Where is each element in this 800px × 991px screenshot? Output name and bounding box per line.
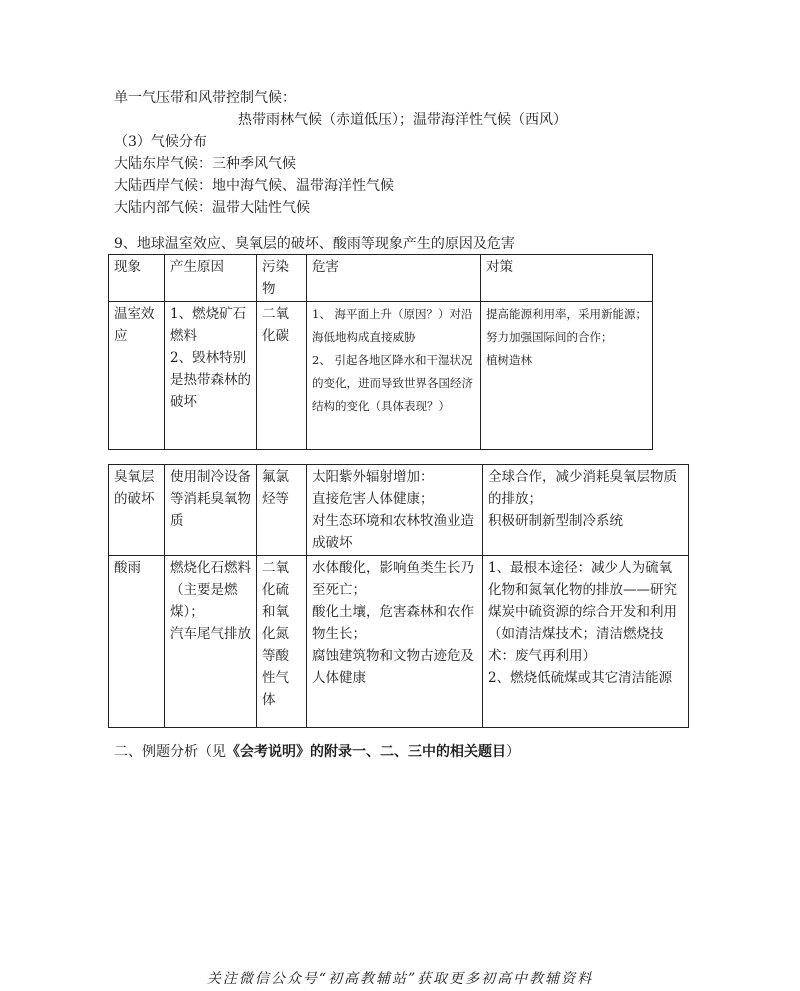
header-measure: 对策 [481, 255, 653, 302]
cell-pollutant [257, 556, 307, 728]
harm-item-2-number: 2、 [312, 353, 331, 367]
table-row [109, 302, 653, 450]
phenomenon-text: 酸雨 [114, 560, 141, 576]
pollutant-text: 二氧化碳 [262, 306, 289, 344]
cell-measure [483, 465, 689, 556]
text-line-single-pressure-belt: 单一气压带和风带控制气候： [114, 90, 296, 106]
cell-pollutant [257, 465, 307, 556]
section-2-suffix: ） [506, 744, 520, 760]
cell-measure [483, 556, 689, 728]
cause-text: 使用制冷设备等消耗臭氧物质 [170, 469, 251, 529]
harm-line-1: 太阳紫外辐射增加： [312, 469, 434, 485]
pollutant-text: 二氧化硫和氧化氮等酸性气体 [262, 560, 289, 708]
footer-promo: 关注微信公众号“初高教辅站”获取更多初高中教辅资料 [206, 971, 594, 987]
measure-line-3: 植树造林 [486, 353, 532, 367]
table-ozone-acid-rain [108, 464, 689, 728]
phenomenon-text: 温室效应 [114, 306, 155, 344]
text-line-east-coast: 大陆东岸气候：三种季风气候 [114, 156, 296, 172]
harm-item-2-text: 引起各地区降水和干湿状况的变化，进而导致世界各国经济结构的变化（具体表现？） [312, 353, 473, 413]
measure-item-1-number: 1、 [488, 560, 511, 576]
section-9-title: 9、地球温室效应、臭氧层的破坏、酸雨等现象产生的原因及危害 [114, 236, 515, 252]
table-row [109, 465, 689, 556]
cause-item-1-number: 1、 [170, 306, 193, 322]
pollutant-text: 氟氯烃等 [262, 469, 289, 507]
cause-item-2-number: 2、 [170, 350, 193, 366]
cause-item-1-text: 燃烧矿石燃料 [170, 306, 247, 344]
harm-line-3: 对生态环境和农林牧渔业造成破坏 [312, 513, 474, 551]
cell-phenomenon [109, 556, 165, 728]
cause-item-2-text: 毁林特别是热带森林的破坏 [170, 350, 251, 410]
text-line-west-coast: 大陆西岸气候：地中海气候、温带海洋性气候 [114, 178, 394, 194]
measure-line-2: 积极研制新型制冷系统 [488, 513, 623, 529]
cause-line-1: 燃烧化石燃料（主要是燃煤）； [170, 560, 251, 620]
cell-phenomenon [109, 302, 165, 450]
text-line-tropical-rainforest: 热带雨林气候（赤道低压）；温带海洋性气候（西风） [238, 112, 567, 128]
measure-line-1: 提高能源利用率，采用新能源； [486, 307, 647, 321]
harm-line-3: 腐蚀建筑物和文物古迹危及人体健康 [312, 648, 474, 686]
cell-harm [307, 556, 483, 728]
cause-item-2 [170, 347, 251, 413]
cell-measure [481, 302, 653, 450]
text-line-climate-distribution: （3）气候分布 [114, 134, 207, 150]
table-greenhouse [108, 254, 653, 450]
section-2-example-analysis [114, 742, 520, 762]
cause-line-2: 汽车尾气排放 [170, 626, 251, 642]
cell-harm [307, 302, 481, 450]
table-row [109, 556, 689, 728]
harm-line-2: 直接危害人体健康； [312, 491, 434, 507]
harm-line-2: 酸化土壤，危害森林和农作物生长； [312, 604, 474, 642]
cell-cause [165, 556, 257, 728]
cell-cause [165, 302, 257, 450]
header-harm: 危害 [307, 255, 481, 302]
header-pollutant: 污染物 [257, 255, 307, 302]
measure-item-1-text: 最根本途径：减少人为硫氧化物和氮氧化物的排放——研究煤炭中硫资源的综合开发和利用（如清洁煤技术；清洁燃烧技术：废气再利用） [488, 560, 677, 664]
cell-pollutant [257, 302, 307, 450]
measure-line-1: 全球合作，减少消耗臭氧层物质的排放； [488, 469, 677, 507]
measure-line-2: 努力加强国际间的合作； [486, 330, 613, 344]
section-2-prefix: 二、例题分析（见 [114, 744, 226, 760]
table-header-row [109, 255, 653, 302]
cell-phenomenon [109, 465, 165, 556]
measure-item-1 [488, 557, 683, 667]
harm-line-1: 水体酸化，影响鱼类生长乃至死亡； [312, 560, 474, 598]
text-line-interior: 大陆内部气候：温带大陆性气候 [114, 200, 310, 216]
phenomenon-text: 臭氧层的破坏 [114, 469, 155, 507]
measure-item-2-text: 燃烧低硫煤或其它清洁能源 [510, 670, 673, 686]
harm-item-1 [312, 303, 475, 349]
cell-harm [307, 465, 483, 556]
cause-item-1 [170, 303, 251, 347]
harm-item-2 [312, 349, 475, 418]
cell-cause [165, 465, 257, 556]
measure-item-2-number: 2、 [488, 670, 511, 686]
measure-item-2 [488, 667, 683, 689]
section-2-bold-reference: 《会考说明》的附录一、二、三中的相关题目 [226, 744, 506, 760]
harm-item-1-text: 海平面上升（原因？）对沿海低地构成直接威胁 [312, 307, 473, 344]
harm-item-1-number: 1、 [312, 307, 331, 321]
header-cause: 产生原因 [165, 255, 257, 302]
header-phenomenon: 现象 [109, 255, 165, 302]
